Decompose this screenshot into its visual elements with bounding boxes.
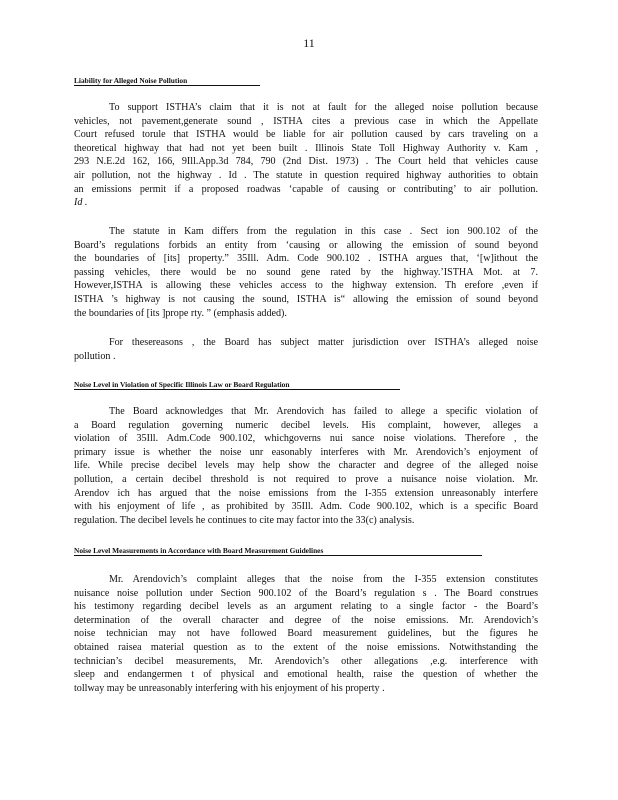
text-line: 293 N.E.2d 162, 166, 9Ill.App.3d 784, 790 (2nd Dist. 1973) . The Court held that vehicles cause [74, 156, 538, 168]
text-line: violation of 35Ill. Adm.Code 900.102, whichgoverns nui sance noise violations. Therefore , the [74, 433, 538, 445]
paragraph-istha-claim [74, 101, 538, 210]
paragraph-board-acknowledges [74, 405, 538, 527]
text-line: air pollution, not the highway . Id . The statute in question required highway authorities to obtain [74, 169, 538, 181]
text-line: the boundaries of [its] property.” 35Ill. Adm. Code 900.102 . ISTHA argues that, ‘[w]ithout the [74, 253, 538, 265]
paragraph-kam-statute [74, 225, 538, 320]
text-line: tollway may be unreasonably interfering with his enjoyment of his property . [74, 682, 385, 694]
text-line: theoretical highway that had not yet been built . Illinois State Toll Highway Authority v. Kam , [74, 142, 538, 154]
section-heading-liability: Liability for Alleged Noise Pollution [74, 76, 260, 86]
text-line: However,ISTHA is allowing these vehicles access to the highway extension. Th erefore ,even if [74, 280, 538, 292]
paragraph-jurisdiction [74, 336, 538, 363]
text-line: technician’s decibel measurements, Mr. Arendovich’s other allegations ,e.g. interference with [74, 655, 538, 667]
text-line: ISTHA ’s highway is not causing the sound, ISTHA is“ allowing the emission of sound beyond [74, 293, 538, 305]
text-line: with his enjoyment of life , as prohibited by 35Ill. Adm. Code 900.102, which is a specific Board [74, 501, 538, 513]
text-line: For thesereasons , the Board has subject matter jurisdiction over ISTHA’s alleged noise [109, 337, 538, 348]
text-line: determination of the overall character and degree of the noise emissions. Mr. Arendovich’s [74, 614, 538, 626]
text-line: passing vehicles, there would be no sound gene rated by the highway.’ISTHA Mot. at 7. [74, 266, 538, 278]
text-line: vehicles, not pavement,generate sound , ISTHA cites a previous case in which the Appellate [74, 115, 538, 127]
text-line: sleep and endangermen t of physical and emotional health, raise the question of whether the [74, 669, 538, 681]
text-line: Arendov ich has argued that the noise emissions from the I-355 extension unreasonably interfere [74, 487, 538, 499]
page-number: 11 [303, 36, 315, 50]
section-heading-measurements: Noise Level Measurements in Accordance with Board Measurement Guidelines [74, 546, 482, 556]
text-line: life. While precise decibel levels may help show the character and degree of the alleged noise [74, 460, 538, 472]
text-line: Id . [74, 197, 88, 209]
text-line: Mr. Arendovich’s complaint alleges that the noise from the I-355 extension constitutes [109, 574, 538, 585]
text-line: The Board acknowledges that Mr. Arendovich has failed to allege a specific violation of [109, 406, 538, 417]
text-line: noise technician may not have followed Board measurement guidelines, but the figures he [74, 628, 538, 640]
text-line: an emissions permit if a proposed roadwas ‘capable of causing or contributing’ to air pollution. [74, 183, 538, 195]
paragraph-complaint-alleges [74, 573, 538, 695]
text-line: Board’s regulations forbids an entity from ‘causing or allowing the emission of sound beyond [74, 239, 538, 251]
text-line: The statute in Kam differs from the regulation in this case . Sect ion 900.102 of the [109, 226, 538, 237]
text-line: nuisance noise pollution under Section 900.102 of the Board’s regulation s . The Board construes [74, 587, 538, 599]
text-line: pollution . [74, 350, 116, 362]
text-line: regulation. The decibel levels he continues to cite may factor into the 33(c) analysis. [74, 514, 415, 526]
section-heading-noise-level-violation: Noise Level in Violation of Specific Illinois Law or Board Regulation [74, 380, 400, 390]
text-line: Court refused torule that ISTHA would be liable for air pollution caused by cars traveling on a [74, 129, 538, 141]
text-line: the boundaries of [its ]prope rty. ” (emphasis added). [74, 307, 287, 319]
text-line: primary issue is whether the noise unr easonably interferes with Mr. Arendovich’s enjoyment of [74, 446, 538, 458]
text-line: pollution, a certain decibel threshold is not required to prove a nuisance noise violation. Mr. [74, 473, 538, 485]
text-line: To support ISTHA’s claim that it is not at fault for the alleged noise pollution because [109, 102, 538, 113]
text-line: obtained raisea material question as to the extent of the noise emissions. Notwithstanding the [74, 641, 538, 653]
text-line: a Board regulation governing numeric decibel levels. His complaint, however, alleges a [74, 419, 538, 431]
text-line: his testimony regarding decibel levels as an argument relating to a single factor - the Board’s [74, 601, 538, 613]
